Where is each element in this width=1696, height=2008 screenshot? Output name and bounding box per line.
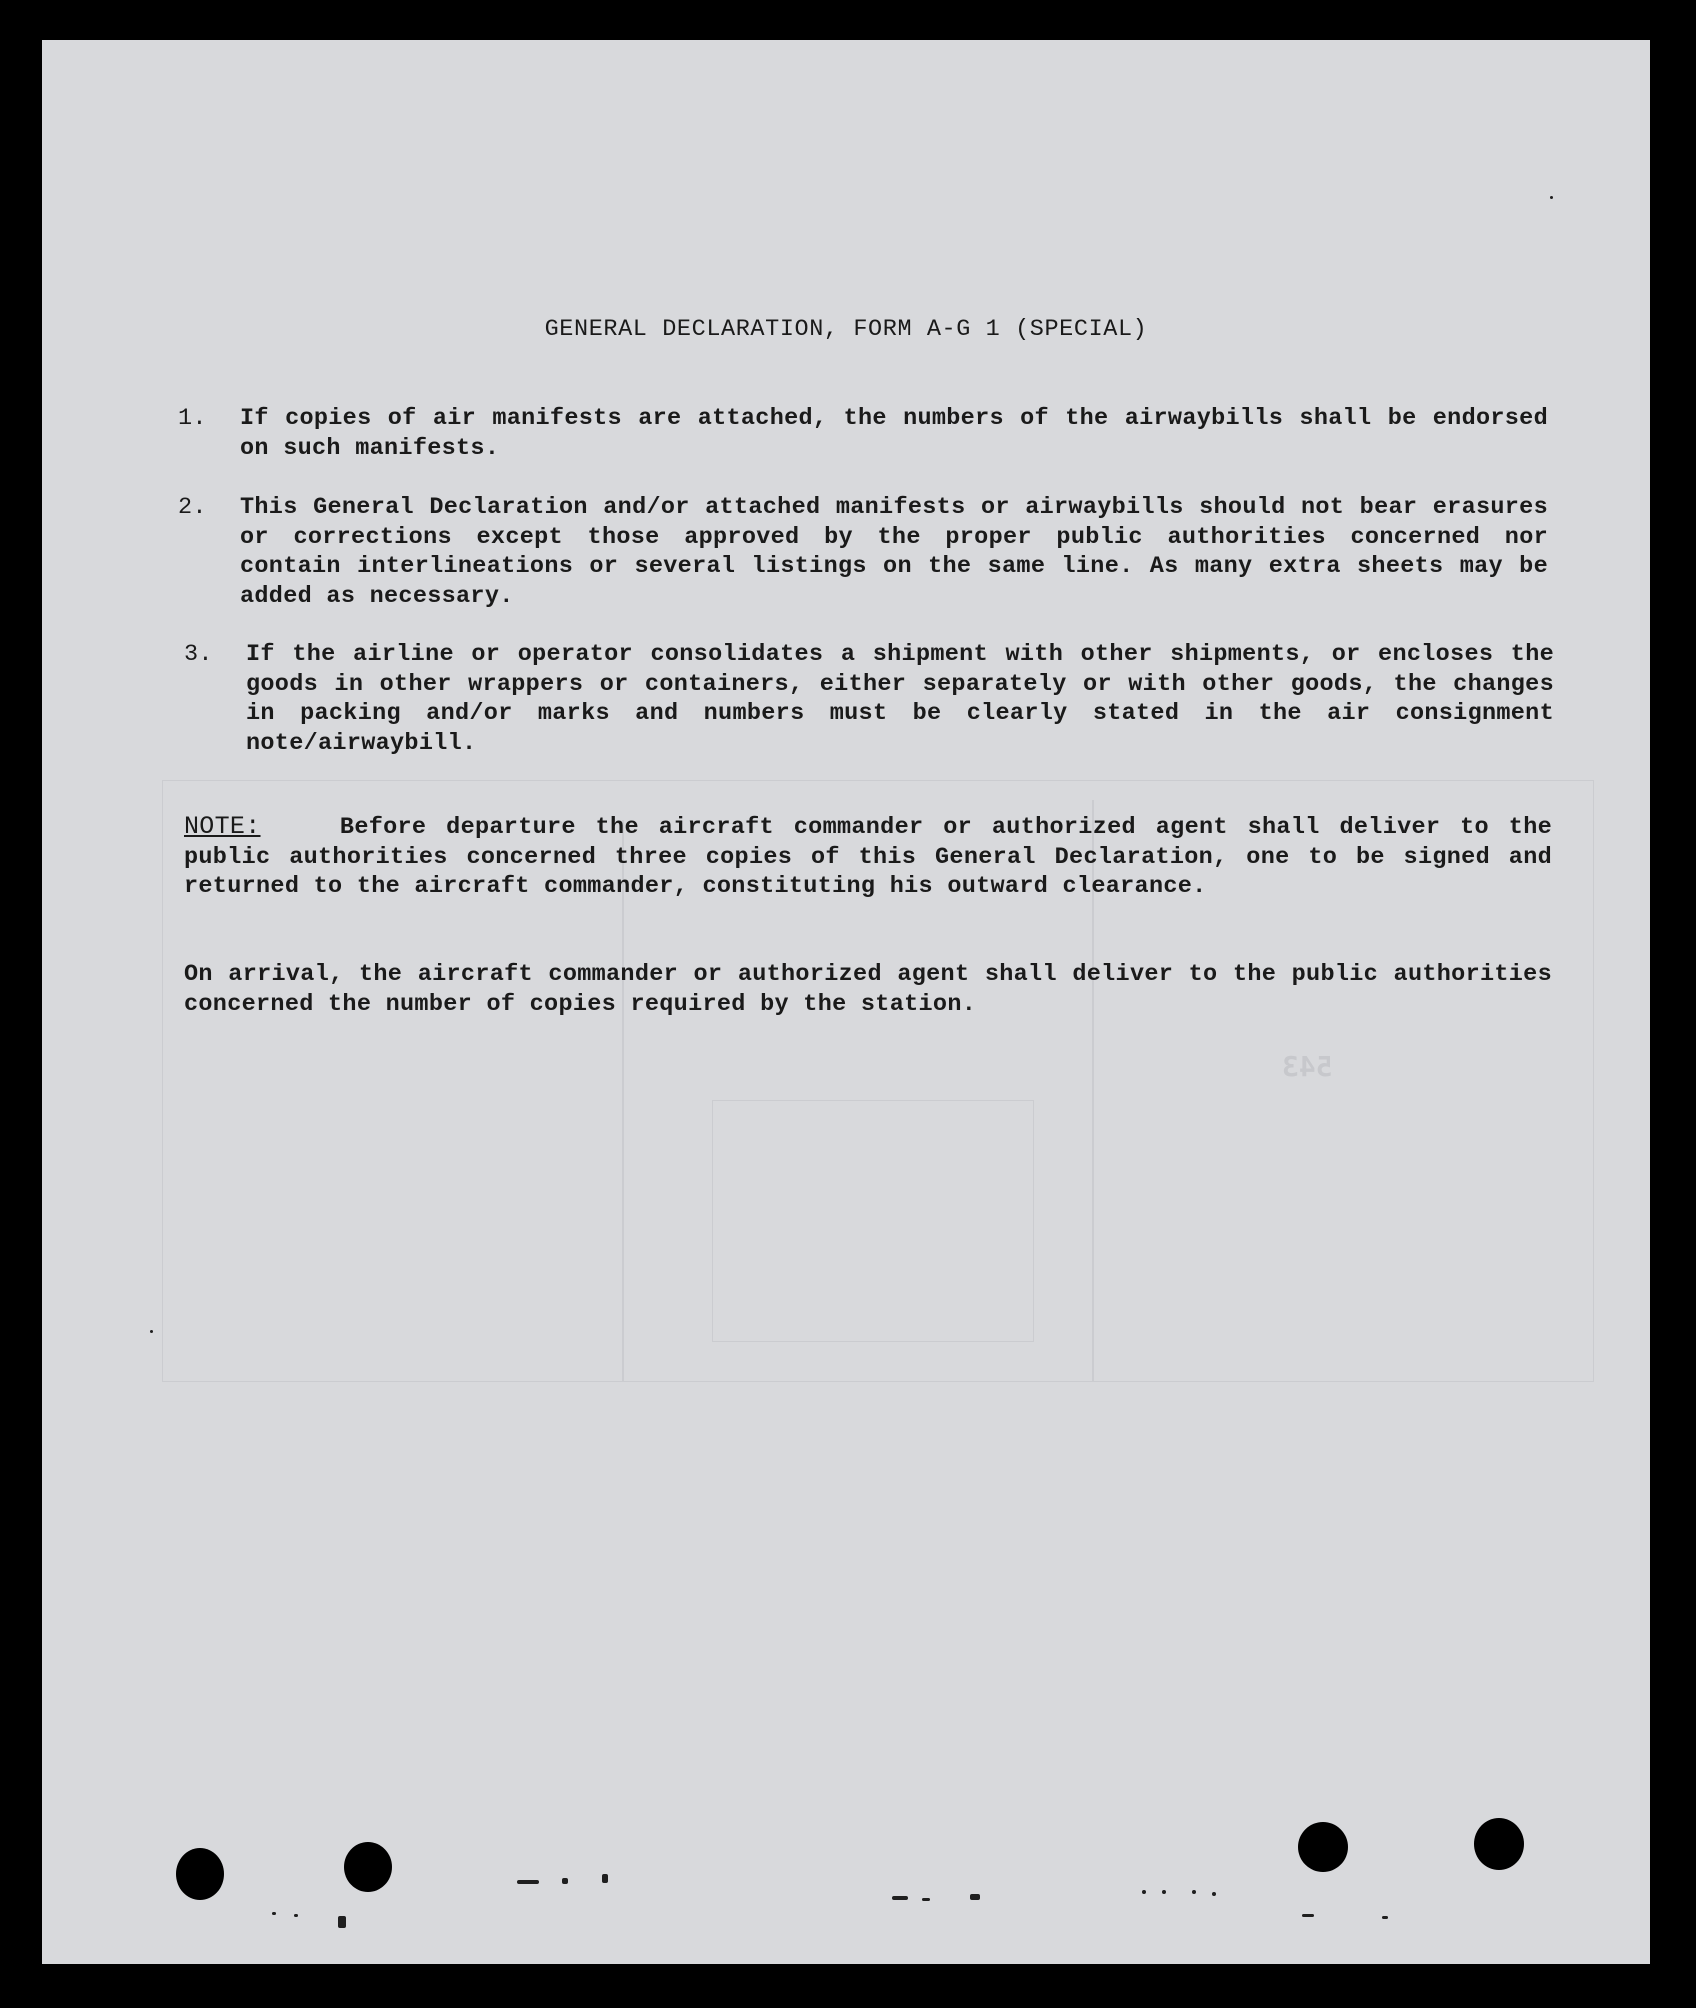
punch-hole [1298,1822,1348,1872]
ink-speck [1192,1890,1196,1894]
list-item-text: If the airline or operator consolidates a shipment with other shipments, or encloses the goods in other wrappers or containers, either separately or with other goods, the changes in packing and/or marks and numbers must be clearly stated in the air consignment note/airwaybill. [246,641,1554,757]
arrival-paragraph: On arrival, the aircraft commander or authorized agent shall deliver to the public authorities concerned the number of copies required by the station. [184,961,1552,1018]
list-item-number: 3. [184,641,213,668]
list-item [178,404,1548,463]
note-paragraph [184,812,1552,902]
note-label: NOTE: [184,812,261,841]
punch-hole [1474,1818,1524,1870]
ink-speck [294,1914,298,1917]
list-item-text: This General Declaration and/or attached manifests or airwaybills should not bear erasures or corrections except those approved by the proper public authorities concerned nor contain interlineations or several listings on the same line. As many extra sheets may be added as necessary. [240,494,1548,610]
ink-speck [1212,1892,1216,1896]
ink-speck [892,1896,908,1900]
list-item-number: 1. [178,405,207,432]
page-title: GENERAL DECLARATION, FORM A-G 1 (SPECIAL) [544,316,1148,343]
punch-hole [344,1842,392,1892]
ink-speck [562,1878,568,1884]
ink-speck [338,1916,346,1928]
show-through-mark: 543 [1282,1050,1333,1083]
punch-hole [176,1848,224,1900]
ink-speck [1162,1890,1166,1894]
list-item [178,493,1548,611]
ink-speck [970,1894,980,1900]
ink-speck [1302,1914,1314,1917]
note-text: Before departure the aircraft commander or authorized agent shall deliver to the public authorities concerned three copies of this General Declaration, one to be signed and returned to the aircraft commander, constituting his outward clearance. [184,814,1553,900]
ink-speck [602,1874,608,1883]
list-item [184,640,1554,758]
declaration-text [42,40,1650,1964]
ink-speck [517,1880,539,1884]
list-item-text: If copies of air manifests are attached, the numbers of the airwaybills shall be endorsed on such manifests. [240,405,1548,462]
list-item-number: 2. [178,494,207,521]
ink-speck [922,1898,930,1901]
document-page [42,40,1650,1964]
ink-speck [1550,196,1553,199]
ink-speck [1142,1890,1146,1894]
ink-speck [1382,1916,1388,1919]
ink-speck [150,1330,153,1333]
ink-speck [272,1912,276,1915]
